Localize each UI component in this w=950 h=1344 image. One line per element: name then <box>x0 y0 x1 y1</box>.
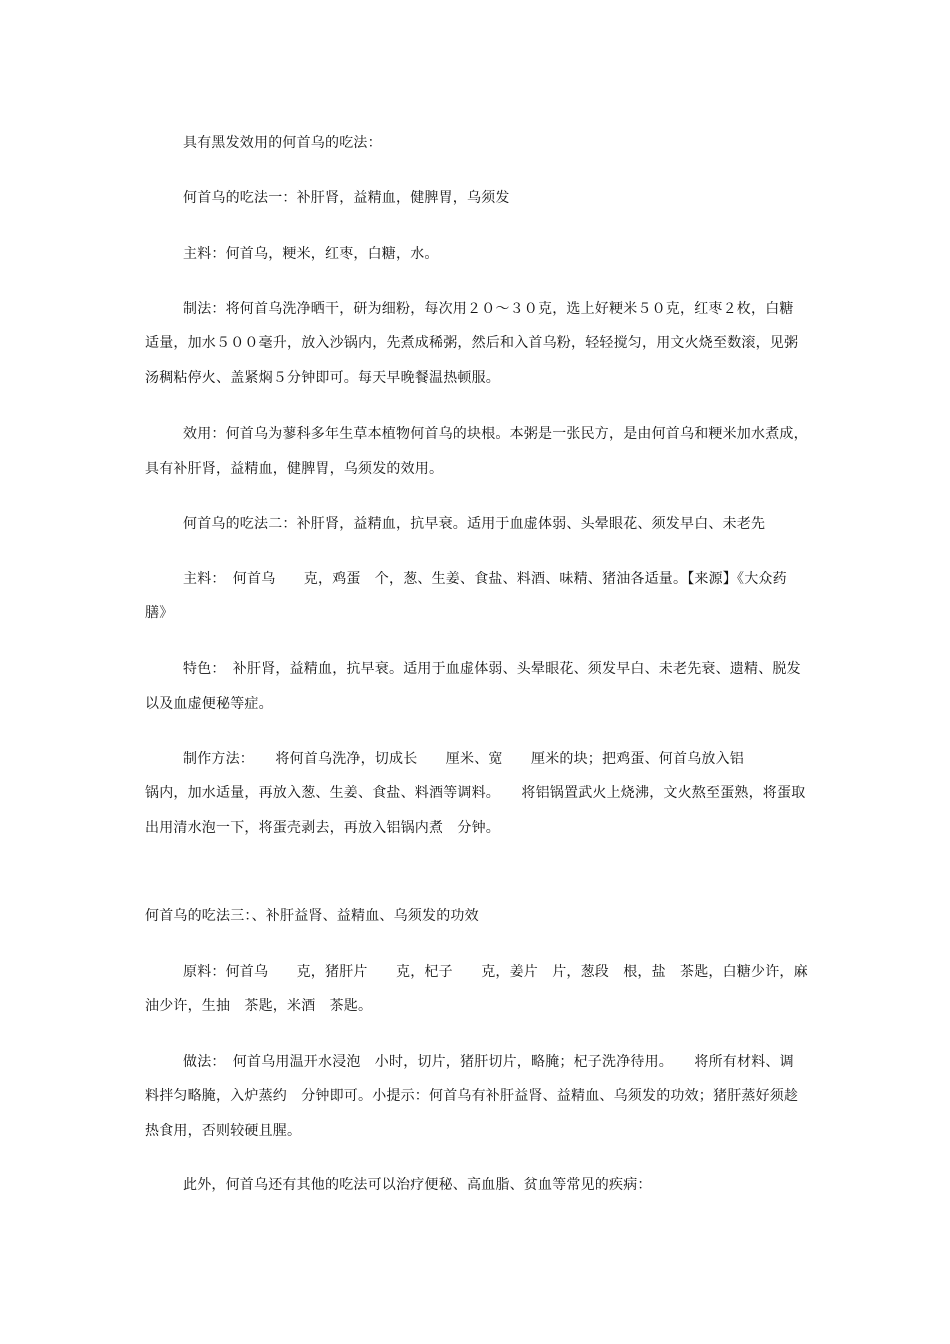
method2-steps-line3: 出用清水泡一下，将蛋壳剥去，再放入铝锅内煮 分钟。 <box>145 820 500 836</box>
method3-title: 何首乌的吃法三：、补肝益肾、益精血、乌须发的功效 <box>145 908 479 924</box>
method2-features-line1: 特色： 补肝肾，益精血，抗早衰。适用于血虚体弱、头晕眼花、须发早白、未老先衰、遗精、脱发 <box>183 661 801 677</box>
method1-prep-line1: 制法：将何首乌洗净晒干，研为细粉，每次用２０～３０克，选上好粳米５０克，红枣２枚，白糖 <box>183 301 794 317</box>
method2-features-line2: 以及血虚便秘等症。 <box>145 696 273 712</box>
method3-ingredients-line2: 油少许，生抽 茶匙，米酒 茶匙。 <box>145 998 373 1014</box>
method2-ingredients-line1: 主料： 何首乌 克，鸡蛋 个，葱、生姜、食盐、料酒、味精、猪油各适量。【来源】《大众药 <box>183 571 787 587</box>
method2-steps-line1: 制作方法： 将何首乌洗净，切成长 厘米、宽 厘米的块；把鸡蛋、何首乌放入铝 <box>183 751 744 767</box>
method1-ingredients: 主料：何首乌，粳米，红枣，白糖，水。 <box>183 246 439 262</box>
method2-ingredients-line2: 膳》 <box>145 605 174 621</box>
method2-title: 何首乌的吃法二：补肝肾，益精血，抗早衰。适用于血虚体弱、头晕眼花、须发早白、未老先 <box>183 516 766 532</box>
closing-note: 此外，何首乌还有其他的吃法可以治疗便秘、高血脂、贫血等常见的疾病： <box>183 1177 652 1193</box>
method3-steps-line1: 做法： 何首乌用温开水浸泡 小时，切片，猪肝切片，略腌；杞子洗净待用。 将所有材料、调 <box>183 1054 794 1070</box>
method1-prep-line3: 汤稠粘停火、盖紧焖５分钟即可。每天早晚餐温热顿服。 <box>145 370 500 386</box>
method3-ingredients-line1: 原料：何首乌 克，猪肝片 克，杞子 克，姜片 片，葱段 根，盐 茶匙，白糖少许，麻 <box>183 964 808 980</box>
intro-heading: 具有黑发效用的何首乌的吃法： <box>183 135 382 151</box>
method2-steps-line2: 锅内，加水适量，再放入葱、生姜、食盐、料酒等调料。 将铝锅置武火上烧沸，文火熬至蛋熟，将蛋取 <box>145 785 806 801</box>
method1-effect-line2: 具有补肝肾，益精血，健脾胃，乌须发的效用。 <box>145 461 444 477</box>
method3-steps-line3: 热食用，否则较硬且腥。 <box>145 1123 302 1139</box>
method1-title: 何首乌的吃法一：补肝肾，益精血，健脾胃，乌须发 <box>183 190 510 206</box>
method1-prep-line2: 适量，加水５００毫升，放入沙锅内，先煮成稀粥，然后和入首乌粉，轻轻搅匀，用文火烧至数滚，见粥 <box>145 335 799 351</box>
method1-effect-line1: 效用：何首乌为蓼科多年生草本植物何首乌的块根。本粥是一张民方，是由何首乌和粳米加水煮成， <box>183 426 808 442</box>
method3-steps-line2: 料拌匀略腌，入炉蒸约 分钟即可。小提示：何首乌有补肝益肾、益精血、乌须发的功效；猪肝蒸好须趁 <box>145 1088 799 1104</box>
